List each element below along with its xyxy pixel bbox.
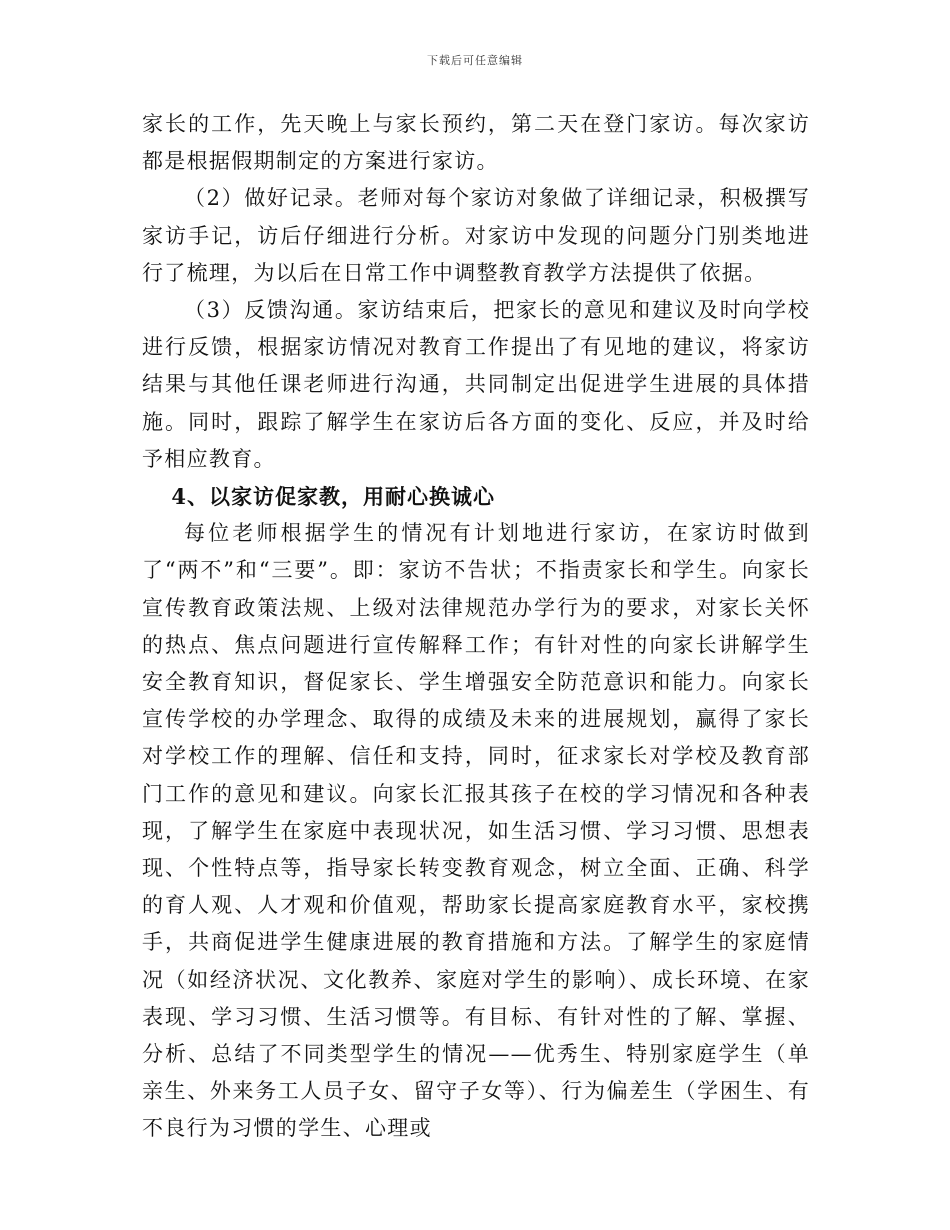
page-header: 下载后可任意编辑 — [427, 54, 523, 67]
paragraph-continuation: 家长的工作，先天晚上与家长预约，第二天在登门家访。每次家访都是根据假期制定的方案进行家访。 — [142, 112, 810, 174]
paragraph-feedback: （3）反馈沟通。家访结束后，把家长的意见和建议及时向学校进行反馈，根据家访情况对教育工作提出了有见地的建议，将家访结果与其他任课老师进行沟通，共同制定出促进学生进展的具体措施。同时，跟踪了解学生在家访后各方面的变化、反应，并及时给予相应教育。 — [142, 298, 810, 471]
section-heading: 4、以家访促家教，用耐心换诚心 — [171, 484, 496, 510]
paragraph-records: （2）做好记录。老师对每个家访对象做了详细记录，积极撰写家访手记，访后仔细进行分析。对家访中发现的问题分门别类地进行了梳理，为以后在日常工作中调整教育教学方法提供了依据。 — [142, 186, 810, 285]
paragraph-section-body: 每位老师根据学生的情况有计划地进行家访，在家访时做到了“两不”和“三要”。即：家访不告状；不指责家长和学生。向家长宣传教育政策法规、上级对法律规范办学行为的要求，对家长关怀的热点、焦点问题进行宣传解释工作；有针对性的向家长讲解学生安全教育知识，督促家长、学生增强安全防范意识和能力。向家长宣传学校的办学理念、取得的成绩及未来的进展规划，赢得了家长对学校工作的理解、信任和支持，同时，征求家长对学校及教育部门工作的意见和建议。向家长汇报其孩子在校的学习情况和各种表现，了解学生在家庭中表现状况，如生活习惯、学习习惯、思想表现、个性特点等，指导家长转变教育观念，树立全面、正确、科学的育人观、人才观和价值观，帮助家长提高家庭教育水平，家校携手，共商促进学生健康进展的教育措施和方法。了解学生的家庭情况（如经济状况、文化教养、家庭对学生的影响）、成长环境、在家表现、学习习惯、生活习惯等。有目标、有针对性的了解、掌握、分析、总结了不同类型学生的情况——优秀生、特别家庭学生（单亲生、外来务工人员子女、留守子女等）、行为偏差生（学困生、有不良行为习惯的学生、心理或 — [142, 521, 810, 1141]
document-body — [142, 106, 810, 1148]
